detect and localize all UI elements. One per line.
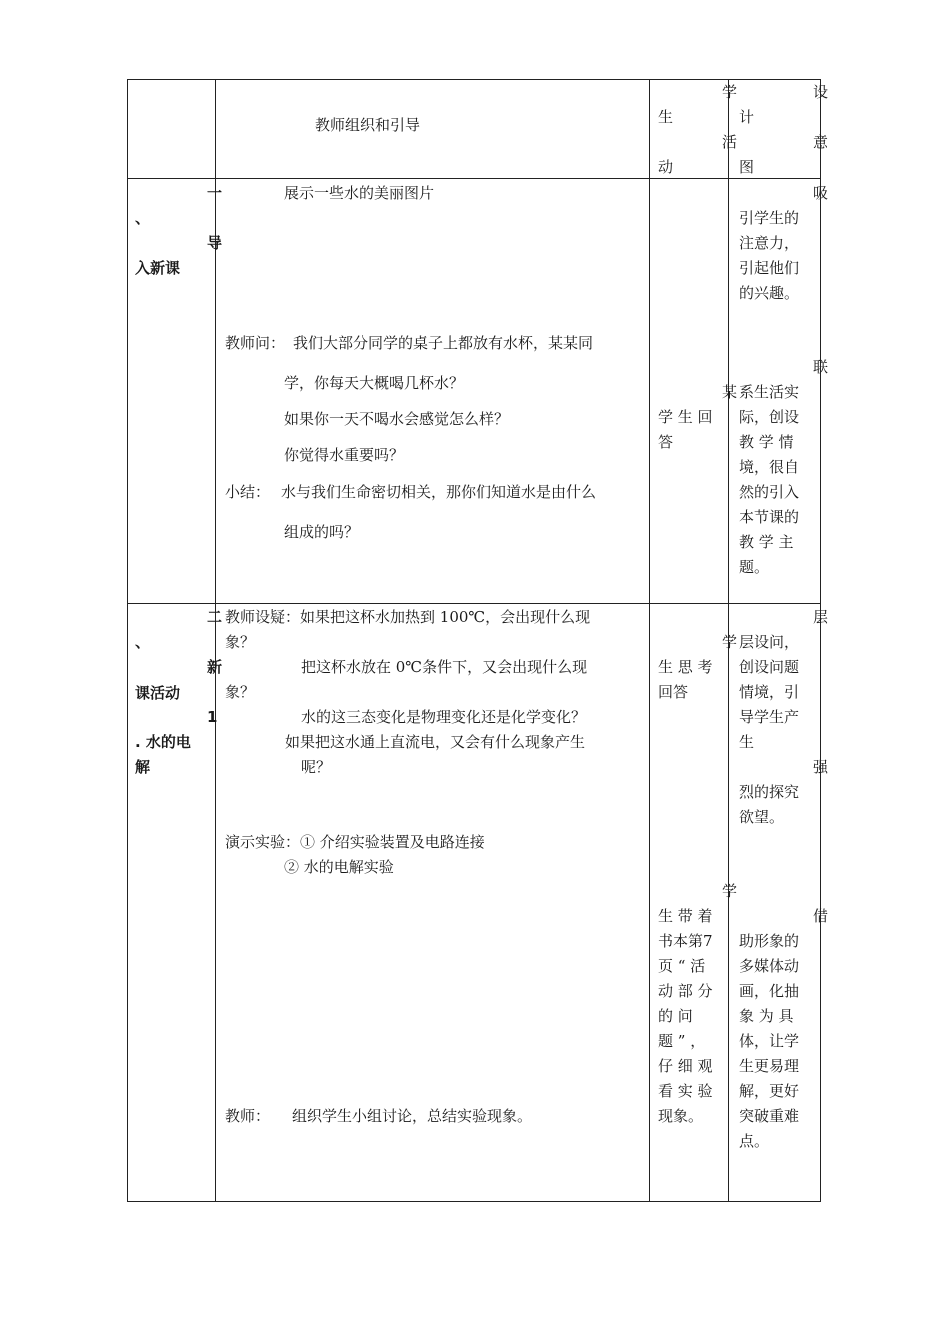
s2-student-b-7: 题 ” ， [658, 1032, 706, 1050]
s2-design-a-2: 层设问， [739, 633, 800, 651]
s2-student-a-2: 生 思 考 [658, 658, 713, 676]
summary-a: 水与我们生命密切相关，那你们知道水是由什么 [281, 483, 597, 501]
s2-student-b-3: 书本第7 [658, 932, 713, 950]
s1-student-3: 答 [658, 433, 674, 451]
s1-design-b-9: 题。 [739, 558, 770, 576]
section2-label-6: . 水的电 [135, 733, 191, 751]
question-freeze: 把这杯水放在 0℃条件下，又会出现什么现 [301, 658, 588, 676]
s2-design-b-10: 点。 [739, 1132, 770, 1150]
s2-student-a-1: 学 [722, 633, 738, 651]
question-3: 你觉得水重要吗？ [284, 446, 405, 464]
s2-design-b-7: 生更易理 [739, 1057, 800, 1075]
demo-step-1: 演示实验：① 介绍实验装置及电路连接 [225, 833, 485, 851]
header-design-1: 设 [813, 83, 829, 101]
s1-student-1: 某 [722, 383, 738, 401]
column-divider-2 [649, 79, 650, 1202]
s1-design-b-4: 教 学 情 [739, 433, 794, 451]
question-heat: 教师设疑：如果把这杯水加热到 100℃，会出现什么现 [225, 608, 591, 626]
table-border-left [127, 79, 128, 1202]
s2-design-a-7: 强 [813, 758, 829, 776]
section1-label-1: 一 [207, 184, 223, 202]
section2-label-5: 1 [207, 708, 218, 726]
s2-design-b-4: 画，化抽 [739, 982, 800, 1000]
question-1b: 学，你每天大概喝几杯水？ [284, 374, 465, 392]
s1-design-b-2: 系生活实 [739, 383, 800, 401]
s1-design-a-1: 吸 [813, 184, 829, 202]
s1-design-a-5: 的兴趣。 [739, 284, 800, 302]
header-teacher: 教师组织和引导 [315, 116, 421, 134]
section1-label-4: 入新课 [135, 259, 181, 277]
show-pictures: 展示一些水的美丽图片 [284, 184, 435, 202]
s2-student-b-2: 生 带 着 [658, 907, 713, 925]
s1-design-b-6: 然的引入 [739, 483, 800, 501]
row-divider-2 [127, 603, 821, 604]
s1-design-a-2: 引学生的 [739, 209, 800, 227]
teacher-prefix: 教师： [225, 1107, 271, 1125]
s2-design-a-6: 生 [739, 733, 755, 751]
s2-design-b-1: 借 [813, 907, 829, 925]
header-student-2: 生 [658, 108, 674, 126]
s1-design-b-1: 联 [813, 358, 829, 376]
s1-design-a-3: 注意力， [739, 234, 800, 252]
s1-design-b-5: 境，很自 [739, 458, 800, 476]
s1-design-b-3: 际，创设 [739, 408, 800, 426]
s2-design-b-5: 象 为 具 [739, 1007, 794, 1025]
s2-student-b-1: 学 [722, 882, 738, 900]
s2-student-b-4: 页 “ 活 [658, 957, 706, 975]
s2-design-b-9: 突破重难 [739, 1107, 800, 1125]
header-design-4: 图 [739, 158, 755, 176]
question-2: 如果你一天不喝水会感觉怎么样？ [284, 410, 510, 428]
s1-design-b-8: 教 学 主 [739, 533, 794, 551]
s2-design-b-6: 体，让学 [739, 1032, 800, 1050]
summary-prefix: 小结： [225, 483, 271, 501]
question-1a: 我们大部分同学的桌子上都放有水杯，某某同 [293, 334, 594, 352]
row-divider-1 [127, 178, 821, 179]
question-prefix: 教师问： [225, 334, 286, 352]
header-design-2: 计 [739, 108, 755, 126]
question-freeze-end: 象？ [225, 683, 256, 701]
table-border-right [820, 79, 821, 1202]
s1-student-2: 学 生 回 [658, 408, 713, 426]
header-student-3: 活 [722, 133, 738, 151]
s1-design-b-7: 本节课的 [739, 508, 800, 526]
question-electrolysis-end: 呢？ [301, 758, 332, 776]
header-design-3: 意 [813, 133, 829, 151]
section1-label-2: 、 [135, 209, 151, 227]
section1-label-3: 导 [207, 234, 223, 252]
s2-design-a-8: 烈的探究 [739, 783, 800, 801]
s2-design-a-1: 层 [813, 608, 829, 626]
teacher-discussion: 组织学生小组讨论，总结实验现象。 [292, 1107, 533, 1125]
section2-label-2: 、 [135, 633, 151, 651]
section2-label-7: 解 [135, 758, 151, 776]
demo-step-2: ② 水的电解实验 [284, 858, 394, 876]
s2-design-b-2: 助形象的 [739, 932, 800, 950]
section2-label-1: 二 [207, 608, 223, 626]
table-border-bottom [127, 1201, 821, 1202]
s2-design-b-8: 解，更好 [739, 1082, 800, 1100]
s2-design-b-3: 多媒体动 [739, 957, 800, 975]
s2-student-b-8: 仔 细 观 [658, 1057, 713, 1075]
table-border-top [127, 79, 821, 80]
section2-label-4: 课活动 [135, 684, 181, 702]
question-heat-end: 象？ [225, 633, 256, 651]
s2-design-a-3: 创设问题 [739, 658, 800, 676]
s2-design-a-5: 导学生产 [739, 708, 800, 726]
header-student-4: 动 [658, 158, 674, 176]
s2-student-b-10: 现象。 [658, 1107, 704, 1125]
s2-student-b-9: 看 实 验 [658, 1082, 713, 1100]
header-student-1: 学 [722, 83, 738, 101]
s1-design-a-4: 引起他们 [739, 259, 800, 277]
question-change-type: 水的这三态变化是物理变化还是化学变化？ [301, 708, 587, 726]
summary-b: 组成的吗？ [284, 523, 360, 541]
s2-student-b-5: 动 部 分 [658, 982, 713, 1000]
s2-student-a-3: 回答 [658, 683, 689, 701]
s2-student-b-6: 的 问 [658, 1007, 693, 1025]
s2-design-a-9: 欲望。 [739, 808, 785, 826]
section2-label-3: 新 [207, 658, 223, 676]
s2-design-a-4: 情境，引 [739, 683, 800, 701]
question-electrolysis: 如果把这水通上直流电，又会有什么现象产生 [285, 733, 586, 751]
